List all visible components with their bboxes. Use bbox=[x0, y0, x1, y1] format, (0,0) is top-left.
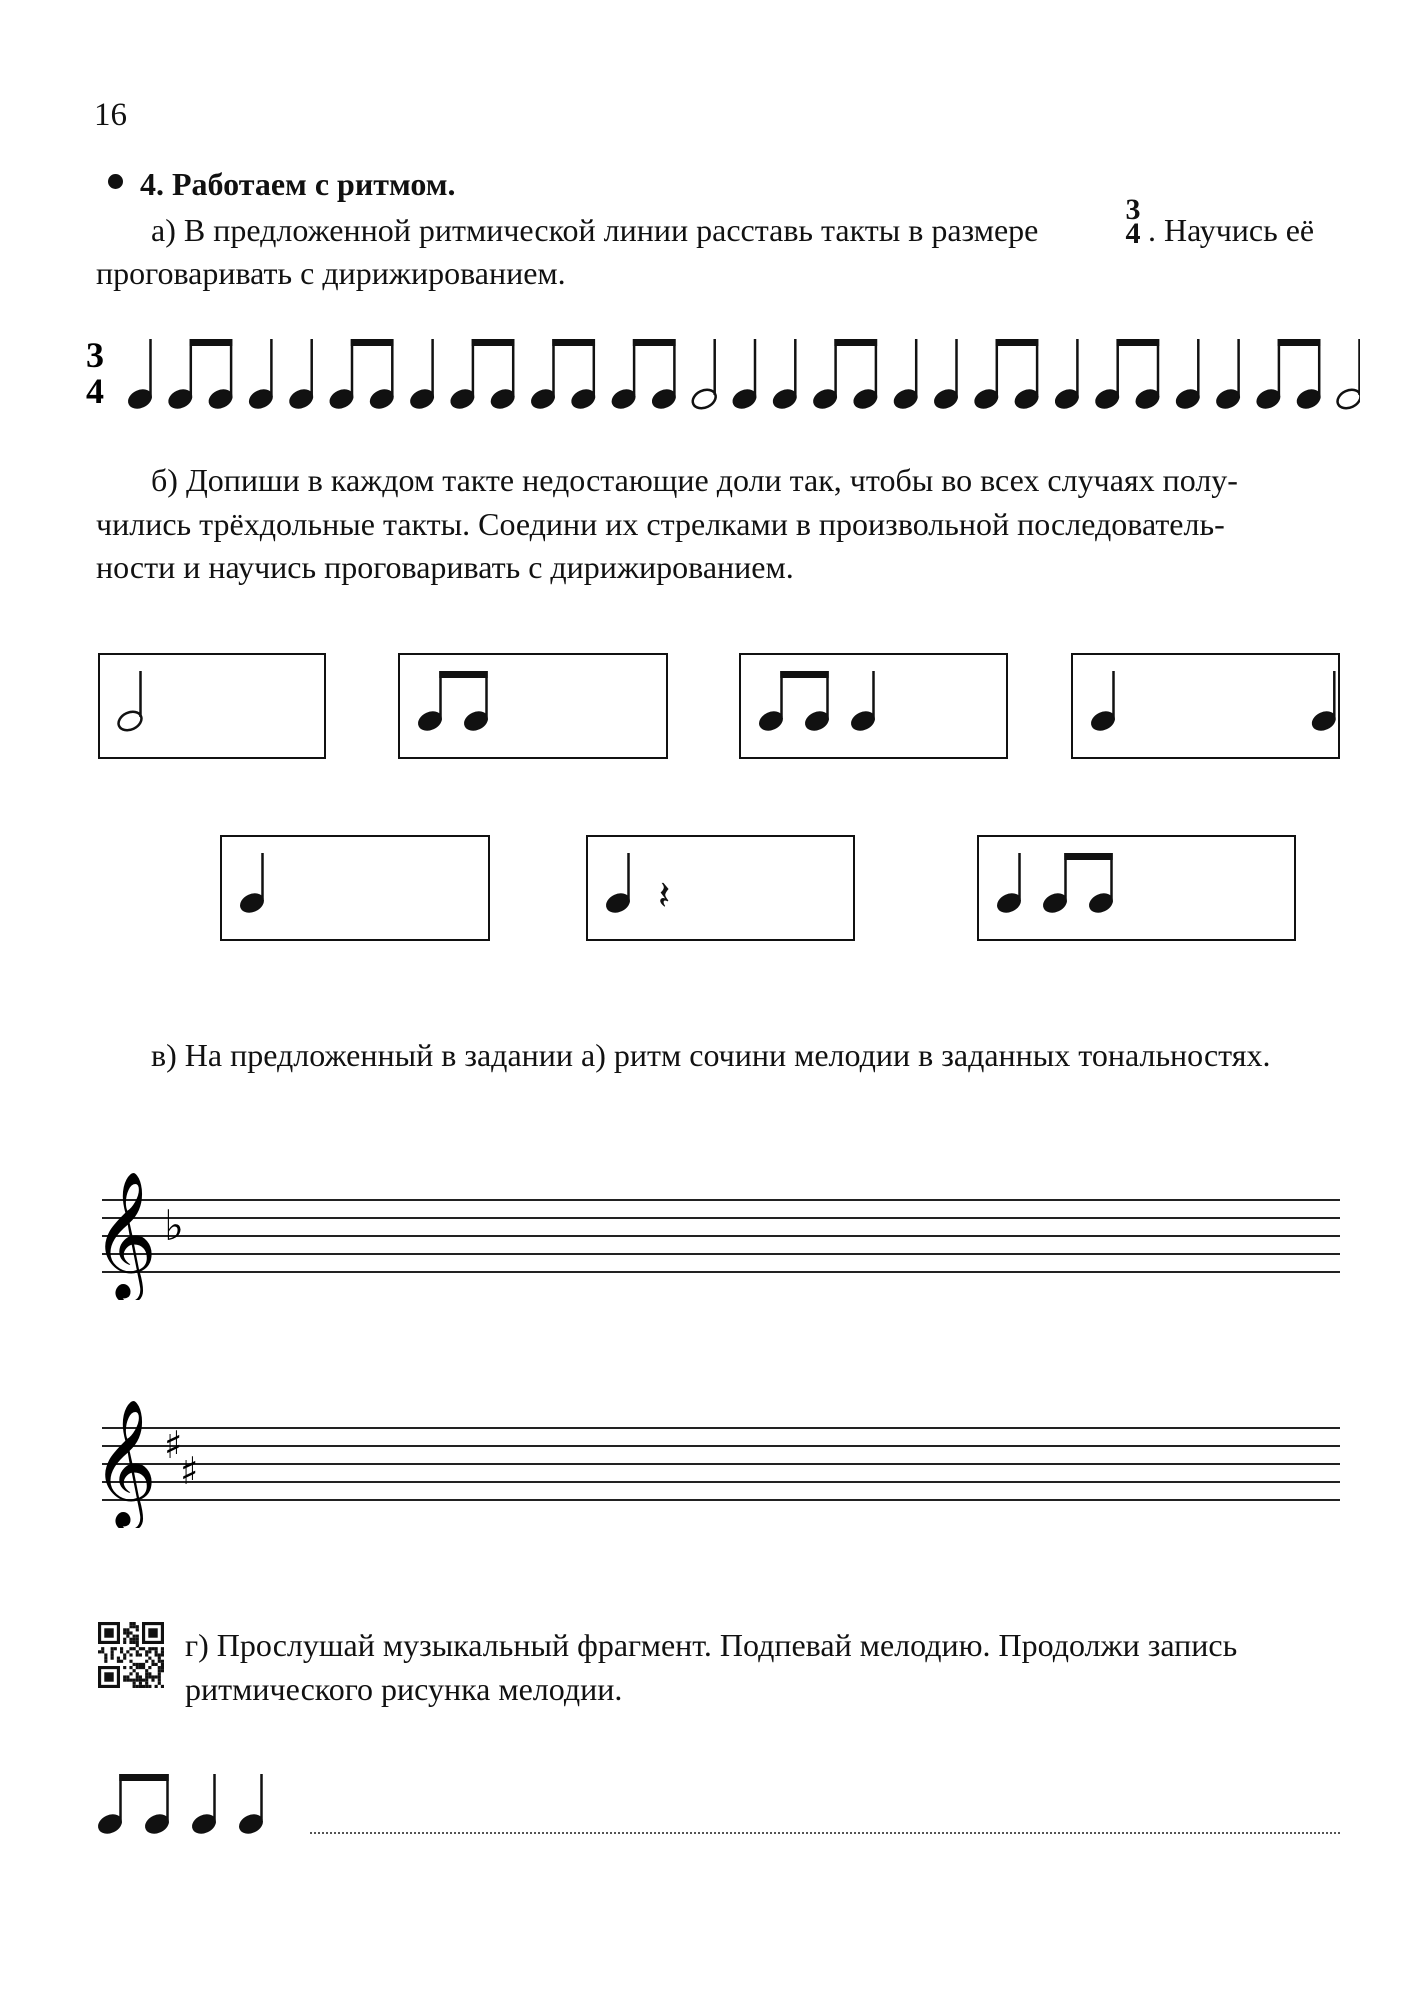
quarter-rest-icon: 𝄽 bbox=[658, 873, 671, 919]
key-signature-label: ♯♯ bbox=[92, 1378, 93, 1379]
treble-clef-icon: 𝄞 bbox=[92, 1170, 158, 1298]
measure-box-5[interactable] bbox=[220, 835, 490, 941]
eighth-beam bbox=[1064, 853, 1113, 860]
box-notes bbox=[588, 837, 853, 939]
eighth-beam bbox=[119, 1774, 169, 1781]
page-number: 16 bbox=[94, 97, 127, 133]
box-notes bbox=[222, 837, 488, 939]
rhythm-line bbox=[80, 325, 1360, 435]
box-notes bbox=[741, 655, 1006, 757]
treble-clef-icon: 𝄞 bbox=[92, 1398, 158, 1526]
staff-f-major[interactable] bbox=[92, 1150, 1352, 1300]
time-signature-top: 3 bbox=[86, 335, 104, 375]
box-notes bbox=[979, 837, 1294, 939]
time-signature-bottom: 4 bbox=[86, 371, 104, 411]
listen-rhythm bbox=[92, 1760, 332, 1860]
task-b-line1: б) Допиши в каждом такте недостающие доли так, чтобы во всех случаях полу- bbox=[151, 462, 1238, 498]
sharp-icon: ♯ bbox=[164, 1423, 183, 1467]
eighth-beam bbox=[439, 671, 488, 678]
task-a-line2: проговаривать с дирижированием. bbox=[96, 255, 566, 291]
inline-time-signature bbox=[1122, 193, 1144, 250]
inline-ts-top: 3 bbox=[1125, 193, 1141, 226]
qr-code-icon[interactable] bbox=[98, 1622, 164, 1688]
flat-icon: ♭ bbox=[164, 1201, 184, 1250]
measure-box-2[interactable] bbox=[398, 653, 668, 759]
eighth-beam bbox=[552, 339, 595, 346]
box-notes bbox=[1073, 655, 1338, 757]
measure-box-4[interactable] bbox=[1071, 653, 1340, 759]
task-b-line3: ности и научись проговаривать с дирижированием. bbox=[96, 549, 794, 585]
eighth-beam bbox=[472, 339, 515, 346]
measure-box-3[interactable] bbox=[739, 653, 1008, 759]
eighth-beam bbox=[1116, 339, 1159, 346]
task-heading: 4. Работаем с ритмом. bbox=[140, 166, 456, 202]
task-g-line2: ритмического рисунка мелодии. bbox=[185, 1671, 623, 1707]
task-b-line2: чились трёхдольные такты. Соедини их стрелками в произвольной последователь- bbox=[96, 506, 1225, 542]
inline-ts-bottom: 4 bbox=[1125, 217, 1141, 250]
staff-d-major[interactable] bbox=[92, 1378, 1352, 1528]
task-g-line1: г) Прослушай музыкальный фрагмент. Подпевай мелодию. Продолжи запись bbox=[185, 1627, 1238, 1663]
box-notes bbox=[100, 655, 324, 757]
measure-box-1[interactable] bbox=[98, 653, 326, 759]
measure-box-7[interactable] bbox=[977, 835, 1296, 941]
eighth-beam bbox=[996, 339, 1039, 346]
eighth-beam bbox=[633, 339, 676, 346]
eighth-beam bbox=[1278, 339, 1321, 346]
continue-dotted-line[interactable] bbox=[310, 1832, 1340, 1834]
bullet-icon bbox=[108, 174, 123, 189]
eighth-beam bbox=[834, 339, 877, 346]
sharp-icon: ♯ bbox=[180, 1449, 199, 1493]
box-notes bbox=[400, 655, 666, 757]
task-a-text-before: а) В предложенной ритмической линии расставь такты в размере bbox=[151, 212, 1039, 248]
task-a-text-after: . Научись её bbox=[1148, 212, 1315, 248]
eighth-beam bbox=[351, 339, 394, 346]
measure-box-6[interactable] bbox=[586, 835, 855, 941]
task-v-line1: в) На предложенный в задании а) ритм сочини мелодии в заданных тональностях. bbox=[151, 1037, 1271, 1073]
hollow-note-head bbox=[1335, 386, 1360, 412]
eighth-beam bbox=[190, 339, 233, 346]
task-a-line1 bbox=[151, 211, 1038, 250]
eighth-beam bbox=[780, 671, 829, 678]
